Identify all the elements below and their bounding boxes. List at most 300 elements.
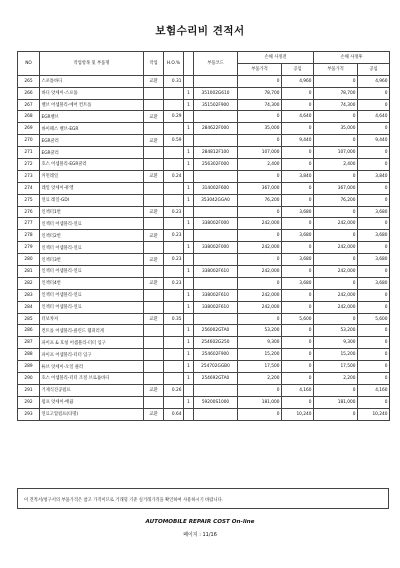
cell-part-code [194,384,238,396]
cell-work: 교환 [144,313,164,325]
cell-part-code [194,75,238,87]
header-row-1 [18,52,390,64]
header-item: 작업항목 및 부품명 [40,52,144,76]
cell-after-part-price: 242,000 [314,218,358,230]
cell-item: 호스 어셈블리-EGR쿨러 [40,159,144,171]
cell-hours [164,218,184,230]
cell-work [144,361,164,373]
cell-before-part-price: 0 [238,254,282,266]
cell-part-code: 256002GTA0 [194,325,238,337]
cell-before-part-price: 0 [238,277,282,289]
cell-hours [164,99,184,111]
cell-qty: 1 [184,218,194,230]
cell-qty [184,384,194,396]
cell-before-labor: 0 [282,337,314,349]
cell-no: 280 [18,254,40,266]
cell-work [144,289,164,301]
cell-before-labor: 0 [282,147,314,159]
cell-after-labor: 0 [358,289,390,301]
table-row [18,159,390,171]
cell-before-part-price: 2,200 [238,373,282,385]
cell-after-part-price: 242,000 [314,301,358,313]
cell-part-code [194,170,238,182]
cell-part-code: 351502F900 [194,99,238,111]
cell-after-labor: 4,160 [358,384,390,396]
cell-qty [184,230,194,242]
cell-after-part-price: 0 [314,75,358,87]
cell-before-part-price: 0 [238,313,282,325]
cell-work: 교환 [144,111,164,123]
table-row [18,277,390,289]
footer-title: AUTOMOBILE REPAIR COST On-line [145,519,255,525]
table-row [18,218,390,230]
cell-after-part-price: 107,000 [314,147,358,159]
cell-no: 286 [18,325,40,337]
cell-after-labor: 3,680 [358,206,390,218]
cell-after-labor: 0 [358,349,390,361]
cell-after-labor: 0 [358,147,390,159]
cell-no: 274 [18,182,40,194]
cell-qty: 1 [184,99,194,111]
table-row [18,206,390,218]
cell-qty: 1 [184,361,194,373]
table-row [18,325,390,337]
cell-after-part-price: 76,200 [314,194,358,206]
cell-after-labor: 0 [358,266,390,278]
table-row [18,194,390,206]
cell-no: 291 [18,384,40,396]
cell-item: 인젝터1번 [40,206,144,218]
cell-before-part-price: 53,200 [238,325,282,337]
cell-hours [164,159,184,171]
cell-before-part-price: 242,000 [238,289,282,301]
cell-no: 285 [18,313,40,325]
cell-no: 270 [18,135,40,147]
cell-no: 267 [18,99,40,111]
cell-after-labor: 5,600 [358,313,390,325]
cell-qty: 1 [184,242,194,254]
cell-qty [184,254,194,266]
cell-before-labor: 0 [282,266,314,278]
cell-after-part-price: 242,000 [314,289,358,301]
cell-after-labor: 3,840 [358,170,390,182]
cell-part-code [194,230,238,242]
cell-before-labor: 0 [282,396,314,408]
cell-work [144,123,164,135]
estimate-table [17,51,390,421]
table-row [18,99,390,111]
cell-part-code: 254602F900 [194,349,238,361]
cell-before-part-price: 242,000 [238,266,282,278]
cell-item: 스포틀바디 [40,75,144,87]
cell-before-labor: 5,600 [282,313,314,325]
cell-hours: 0.24 [164,170,184,182]
cell-work: 교환 [144,277,164,289]
cell-before-part-price: 0 [238,384,282,396]
cell-before-part-price: 35,000 [238,123,282,135]
cell-no: 289 [18,361,40,373]
cell-before-labor: 4,640 [282,111,314,123]
cell-hours [164,123,184,135]
cell-item: 파이프 & 호청 어셈블리-터터 입구 [40,337,144,349]
cell-qty [184,206,194,218]
cell-part-code: 314002F600 [194,182,238,194]
cell-part-code: 254602G250 [194,337,238,349]
cell-work [144,242,164,254]
cell-part-code [194,254,238,266]
cell-no: 277 [18,218,40,230]
cell-after-labor: 0 [358,182,390,194]
cell-work [144,87,164,99]
cell-after-labor: 0 [358,99,390,111]
cell-part-code: 254702GGB0 [194,361,238,373]
cell-part-code: 338002F000 [194,218,238,230]
cell-no: 278 [18,230,40,242]
cell-part-code [194,408,238,420]
cell-qty: 1 [184,159,194,171]
table-row [18,135,390,147]
cell-no: 269 [18,123,40,135]
cell-hours: 0.31 [164,75,184,87]
cell-qty: 1 [184,337,194,349]
cell-hours [164,301,184,313]
cell-before-part-price: 0 [238,170,282,182]
cell-part-code: 256302F000 [194,159,238,171]
cell-hours [164,87,184,99]
header-after-group: 손해 사정후 [314,52,390,64]
cell-item: EGR쿨러 [40,147,144,159]
cell-item: 컨트롤 어셈블리-클린드 웹퍼러게 [40,325,144,337]
cell-no: 265 [18,75,40,87]
cell-item: 벨브 어셈블리-에어 컨트롤 [40,99,144,111]
cell-no: 271 [18,147,40,159]
cell-no: 292 [18,396,40,408]
estimate-rows [18,75,390,420]
table-row [18,254,390,266]
cell-hours [164,325,184,337]
cell-hours [164,147,184,159]
cell-qty [184,75,194,87]
cell-work: 교환 [144,206,164,218]
cell-before-labor: 0 [282,349,314,361]
cell-before-part-price: 0 [238,111,282,123]
cell-work: 교환 [144,408,164,420]
cell-part-code: 353042GGA0 [194,194,238,206]
cell-before-part-price: 9,300 [238,337,282,349]
document-title: 보험수리비 견적서 [155,25,245,37]
cell-after-part-price: 2,400 [314,159,358,171]
cell-work [144,266,164,278]
cell-before-part-price: 0 [238,230,282,242]
cell-no: 288 [18,349,40,361]
cell-work [144,325,164,337]
table-row [18,266,390,278]
cell-no: 275 [18,194,40,206]
cell-after-part-price: 0 [314,277,358,289]
cell-qty: 1 [184,396,194,408]
cell-work [144,373,164,385]
table-row [18,301,390,313]
cell-hours: 0.23 [164,230,184,242]
cell-work [144,99,164,111]
cell-no: 281 [18,266,40,278]
cell-after-part-price: 0 [314,384,358,396]
cell-hours [164,266,184,278]
cell-before-part-price: 78,700 [238,87,282,99]
cell-part-code: 59200S1000 [194,396,238,408]
cell-qty [184,111,194,123]
header-after-labor: 공임 [358,63,390,75]
cell-work: 교환 [144,230,164,242]
cell-qty: 1 [184,373,194,385]
cell-work [144,147,164,159]
cell-no: 272 [18,159,40,171]
cell-before-labor: 3,840 [282,170,314,182]
cell-after-part-price: 0 [314,254,358,266]
cell-after-labor: 4,960 [358,75,390,87]
cell-work: 교환 [144,254,164,266]
cell-part-code: 284812F100 [194,147,238,159]
table-row [18,349,390,361]
cell-after-labor: 0 [358,194,390,206]
table-row [18,373,390,385]
cell-after-part-price: 9,300 [314,337,358,349]
cell-hours: 0.64 [164,408,184,420]
cell-no: 273 [18,170,40,182]
cell-after-labor: 4,640 [358,111,390,123]
cell-hours [164,337,184,349]
cell-part-code: 351002G610 [194,87,238,99]
cell-after-part-price: 78,700 [314,87,358,99]
cell-after-part-price: 0 [314,408,358,420]
cell-before-part-price: 242,000 [238,301,282,313]
cell-qty: 1 [184,194,194,206]
table-row [18,313,390,325]
table-row [18,396,390,408]
cell-before-part-price: 0 [238,75,282,87]
price-disclaimer-note: 이 견적서/청구서의 부품가격은 참고 가격이므로 거래형 기준 실거래가격을 확인하여 사용하시기 바랍니다. [17,488,389,509]
header-hours: H.O.% [164,52,184,76]
cell-after-labor: 3,680 [358,254,390,266]
header-work: 작업 [144,52,164,76]
cell-before-part-price: 181,000 [238,396,282,408]
cell-after-labor: 0 [358,242,390,254]
cell-part-code: 338002F610 [194,301,238,313]
header-before-part-price: 부품가격 [238,63,282,75]
cell-no: 284 [18,301,40,313]
cell-hours [164,349,184,361]
cell-no: 287 [18,337,40,349]
cell-qty [184,135,194,147]
cell-hours [164,361,184,373]
cell-hours [164,182,184,194]
cell-part-code [194,135,238,147]
cell-after-labor: 0 [358,87,390,99]
cell-after-part-price: 2,200 [314,373,358,385]
cell-after-part-price: 0 [314,230,358,242]
cell-work [144,182,164,194]
cell-work: 교환 [144,170,164,182]
cell-after-labor: 3,680 [358,277,390,289]
cell-part-code [194,313,238,325]
cell-after-part-price: 15,200 [314,349,358,361]
cell-before-labor: 0 [282,373,314,385]
cell-after-part-price: 0 [314,313,358,325]
cell-after-part-price: 181,000 [314,396,358,408]
cell-item: 인젝터4번 [40,277,144,289]
cell-item: EGR벨브 [40,111,144,123]
cell-no: 268 [18,111,40,123]
cell-hours [164,194,184,206]
cell-qty: 1 [184,266,194,278]
header-after-part-price: 부품가격 [314,63,358,75]
cell-item: 호스 어셈블리-터터 조절 브로튤바디 [40,373,144,385]
cell-after-part-price: 0 [314,135,358,147]
cell-before-part-price: 0 [238,206,282,218]
cell-hours: 0.35 [164,313,184,325]
cell-before-labor: 3,680 [282,230,314,242]
cell-before-labor: 9,440 [282,135,314,147]
cell-item: 파이프 어셈블리-터터 입구 [40,349,144,361]
cell-item: 터보챠져 [40,313,144,325]
cell-hours: 0.23 [164,277,184,289]
cell-item: 인젝터2번 [40,230,144,242]
cell-after-labor: 0 [358,159,390,171]
cell-before-part-price: 242,000 [238,218,282,230]
header-part-code: 부품코드 [194,52,238,76]
cell-no: 283 [18,289,40,301]
cell-no: 290 [18,373,40,385]
cell-before-labor: 0 [282,87,314,99]
cell-part-code: 254692GTA0 [194,373,238,385]
cell-item: 펌프 앗세이-배큠 [40,396,144,408]
cell-item: 인젝터 어셈블리-연료 [40,218,144,230]
cell-hours: 0.23 [164,254,184,266]
cell-qty: 1 [184,123,194,135]
cell-after-part-price: 242,000 [314,266,358,278]
cell-qty: 1 [184,301,194,313]
cell-qty: 1 [184,147,194,159]
cell-before-part-price: 242,000 [238,242,282,254]
cell-work [144,218,164,230]
cell-part-code: 338002F000 [194,242,238,254]
header-before-group: 손해 사정전 [238,52,314,64]
cell-before-labor: 0 [282,182,314,194]
cell-item: 바이패스 벨브-EGR [40,123,144,135]
header-qty [184,52,194,76]
cell-before-labor: 0 [282,218,314,230]
cell-after-part-price: 0 [314,111,358,123]
cell-after-labor: 0 [358,123,390,135]
cell-after-part-price: 242,000 [314,242,358,254]
cell-before-part-price: 0 [238,135,282,147]
cell-part-code [194,277,238,289]
cell-before-part-price: 367,000 [238,182,282,194]
cell-after-part-price: 367,000 [314,182,358,194]
cell-qty: 1 [184,325,194,337]
cell-before-labor: 0 [282,361,314,373]
cell-no: 266 [18,87,40,99]
table-row [18,384,390,396]
cell-qty [184,170,194,182]
table-row [18,289,390,301]
cell-item: 인젝터 어셈블리-연료 [40,301,144,313]
cell-before-labor: 4,960 [282,75,314,87]
cell-qty [184,408,194,420]
cell-before-part-price: 0 [238,408,282,420]
cell-no: 282 [18,277,40,289]
cell-before-part-price: 2,400 [238,159,282,171]
cell-before-part-price: 15,200 [238,349,282,361]
table-row [18,75,390,87]
cell-after-labor: 0 [358,325,390,337]
cell-after-labor: 9,440 [358,135,390,147]
cell-item: 인젝터3번 [40,254,144,266]
header-before-labor: 공임 [282,63,314,75]
cell-hours [164,396,184,408]
cell-before-labor: 0 [282,325,314,337]
table-row [18,337,390,349]
cell-part-code: 284622F000 [194,123,238,135]
table-row [18,147,390,159]
cell-hours: 0.59 [164,135,184,147]
table-row [18,230,390,242]
cell-after-labor: 0 [358,218,390,230]
table-row [18,242,390,254]
table-row [18,123,390,135]
cell-qty: 1 [184,349,194,361]
cell-hours: 0.26 [164,384,184,396]
cell-work [144,194,164,206]
cell-item: 거제식진공펌프 [40,384,144,396]
cell-before-part-price: 17,500 [238,361,282,373]
cell-no: 279 [18,242,40,254]
cell-part-code: 338002F610 [194,289,238,301]
cell-item: 바디 앗세이-스포툴 [40,87,144,99]
cell-item: 튜브 앗세이-오일 클러 [40,361,144,373]
cell-after-labor: 0 [358,373,390,385]
header-no: NO [18,52,40,76]
cell-after-labor: 0 [358,361,390,373]
cell-part-code: 338002F610 [194,266,238,278]
cell-item: 연료고압펌프(타명) [40,408,144,420]
cell-after-labor: 0 [358,301,390,313]
table-row [18,408,390,420]
cell-item: 연료 레일-GDI [40,194,144,206]
cell-qty [184,313,194,325]
cell-before-labor: 0 [282,242,314,254]
cell-before-part-price: 107,000 [238,147,282,159]
cell-after-part-price: 0 [314,170,358,182]
cell-work [144,337,164,349]
cell-after-labor: 3,680 [358,230,390,242]
cell-work [144,396,164,408]
cell-before-labor: 0 [282,301,314,313]
cell-no: 293 [18,408,40,420]
cell-before-labor: 0 [282,289,314,301]
cell-item: EGR쿨러 [40,135,144,147]
table-row [18,182,390,194]
cell-part-code [194,206,238,218]
cell-qty [184,277,194,289]
cell-qty: 1 [184,87,194,99]
cell-after-part-price: 35,000 [314,123,358,135]
cell-after-part-price: 0 [314,206,358,218]
cell-no: 276 [18,206,40,218]
cell-after-part-price: 17,500 [314,361,358,373]
cell-before-labor: 0 [282,123,314,135]
cell-before-labor: 3,680 [282,206,314,218]
